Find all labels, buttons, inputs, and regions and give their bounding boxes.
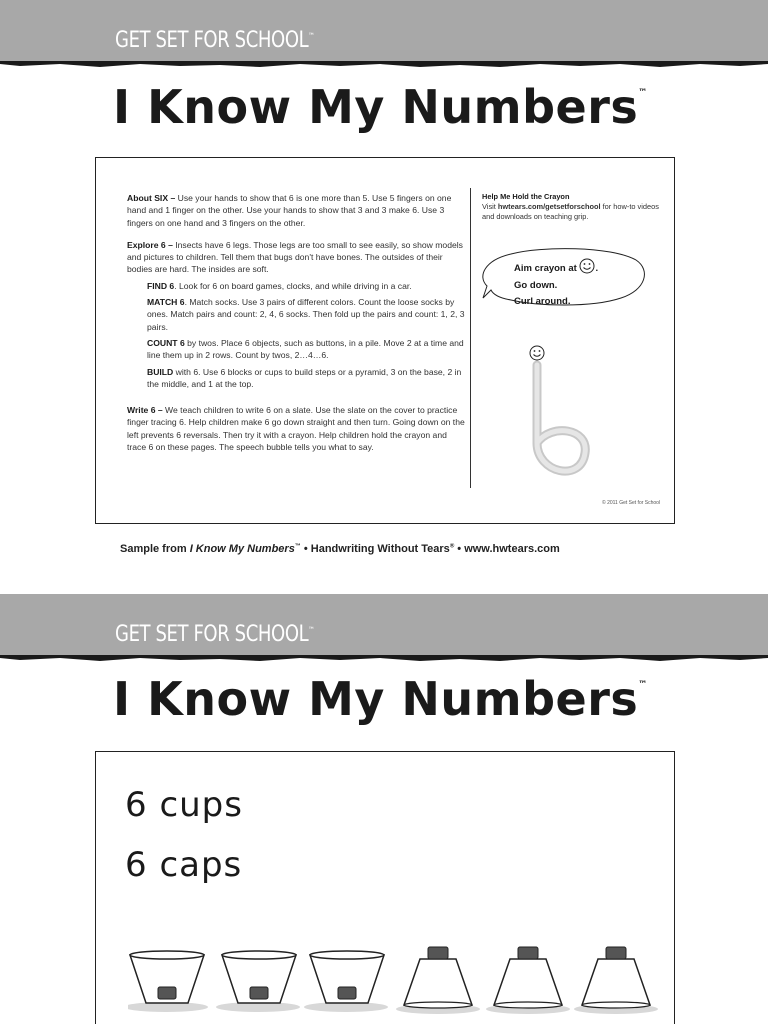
crayon-tip [482,192,662,222]
footer-website[interactable]: • www.hwtears.com [454,543,560,555]
practice-line-cups: 6 cups [125,785,243,825]
crayon-tip-url[interactable]: hwtears.com/getsetforschool [497,202,601,211]
crayon-tip-text: Visit hwtears.com/getsetforschool for how-to videos and downloads on teaching grip. [482,202,659,221]
banner-brand: GET SET FOR SCHOOL™ [115,622,315,647]
count-six-paragraph: COUNT 6 by twos. Place 6 objects, such as buttons, in a pile. Move 2 at a time and line them up in 2 rows. Count by twos, 2…4…6. [147,337,464,361]
bubble-line-aim: Aim crayon at . [514,258,598,278]
column-divider [470,188,471,488]
lesson-instructions [127,192,467,463]
inverted-cup-icon [396,947,480,1014]
six-trace-icon [521,343,601,493]
build-six-paragraph: BUILD with 6. Use 6 blocks or cups to build steps or a pyramid, 3 on the base, 2 in the middle, and 1 at the top. [147,366,462,389]
about-six-paragraph: About SIX – Use your hands to show that 6 is one more than 5. Use 5 fingers on one hand and 1 finger on the other. Use your hands to show that 3 and 3 make 6. Use 3 fingers on one hand and 3 fingers on the other. [127,193,452,228]
bubble-text [514,258,598,311]
top-banner [0,0,768,62]
find-six-paragraph: FIND 6. Look for 6 on board games, clocks, and while driving in a car. [147,280,412,291]
torn-edge [0,655,768,663]
banner-brand: GET SET FOR SCHOOL™ [115,28,315,53]
cup-icon [216,951,300,1012]
footer-credit: Sample from I Know My Numbers™ • Handwriting Without Tears® • www.hwtears.com [120,543,560,555]
bubble-line-down: Go down. [514,279,558,291]
lesson-card [95,157,675,524]
copyright: © 2011 Get Set for School [602,500,661,506]
practice-line-caps: 6 caps [125,845,243,885]
explore-six-paragraph: Explore 6 – Insects have 6 legs. Those legs are too small to see easily, so show models and pictures to children. Tell them that bugs don't have bones. The outsides of their bodies are hard. The insides are soft. [127,239,463,275]
bottom-banner [0,594,768,656]
crayon-tip-heading: Help Me Hold the Crayon [482,192,570,201]
cup-icon [128,951,208,1012]
inverted-cup-icon [574,947,658,1014]
cups-illustration [128,945,668,1024]
page-title: I Know My Numbers™ [113,80,648,134]
match-six-paragraph: MATCH 6. Match socks. Use 3 pairs of different colors. Count the loose socks by ones. Match pairs and count: 2, 4, 6 socks. Then fold up the pairs and count: 1, 2, 3 pairs. [147,297,465,332]
torn-edge [0,61,768,69]
page-title: I Know My Numbers™ [113,672,648,726]
inverted-cup-icon [486,947,570,1014]
write-six-paragraph: Write 6 – We teach children to write 6 on a slate. Use the slate on the cover to practice finger tracing 6. Help children make 6 go down straight and then turn. Going down on the left prevents 6 reversals. Then try it with a crayon. Help children hold the crayon and trace 6 on these pages. The speech bubble tells you what to say. [127,405,465,453]
cup-icon [304,951,388,1012]
bubble-line-curl: Curl around. [514,296,571,307]
smiley-icon [579,258,595,274]
